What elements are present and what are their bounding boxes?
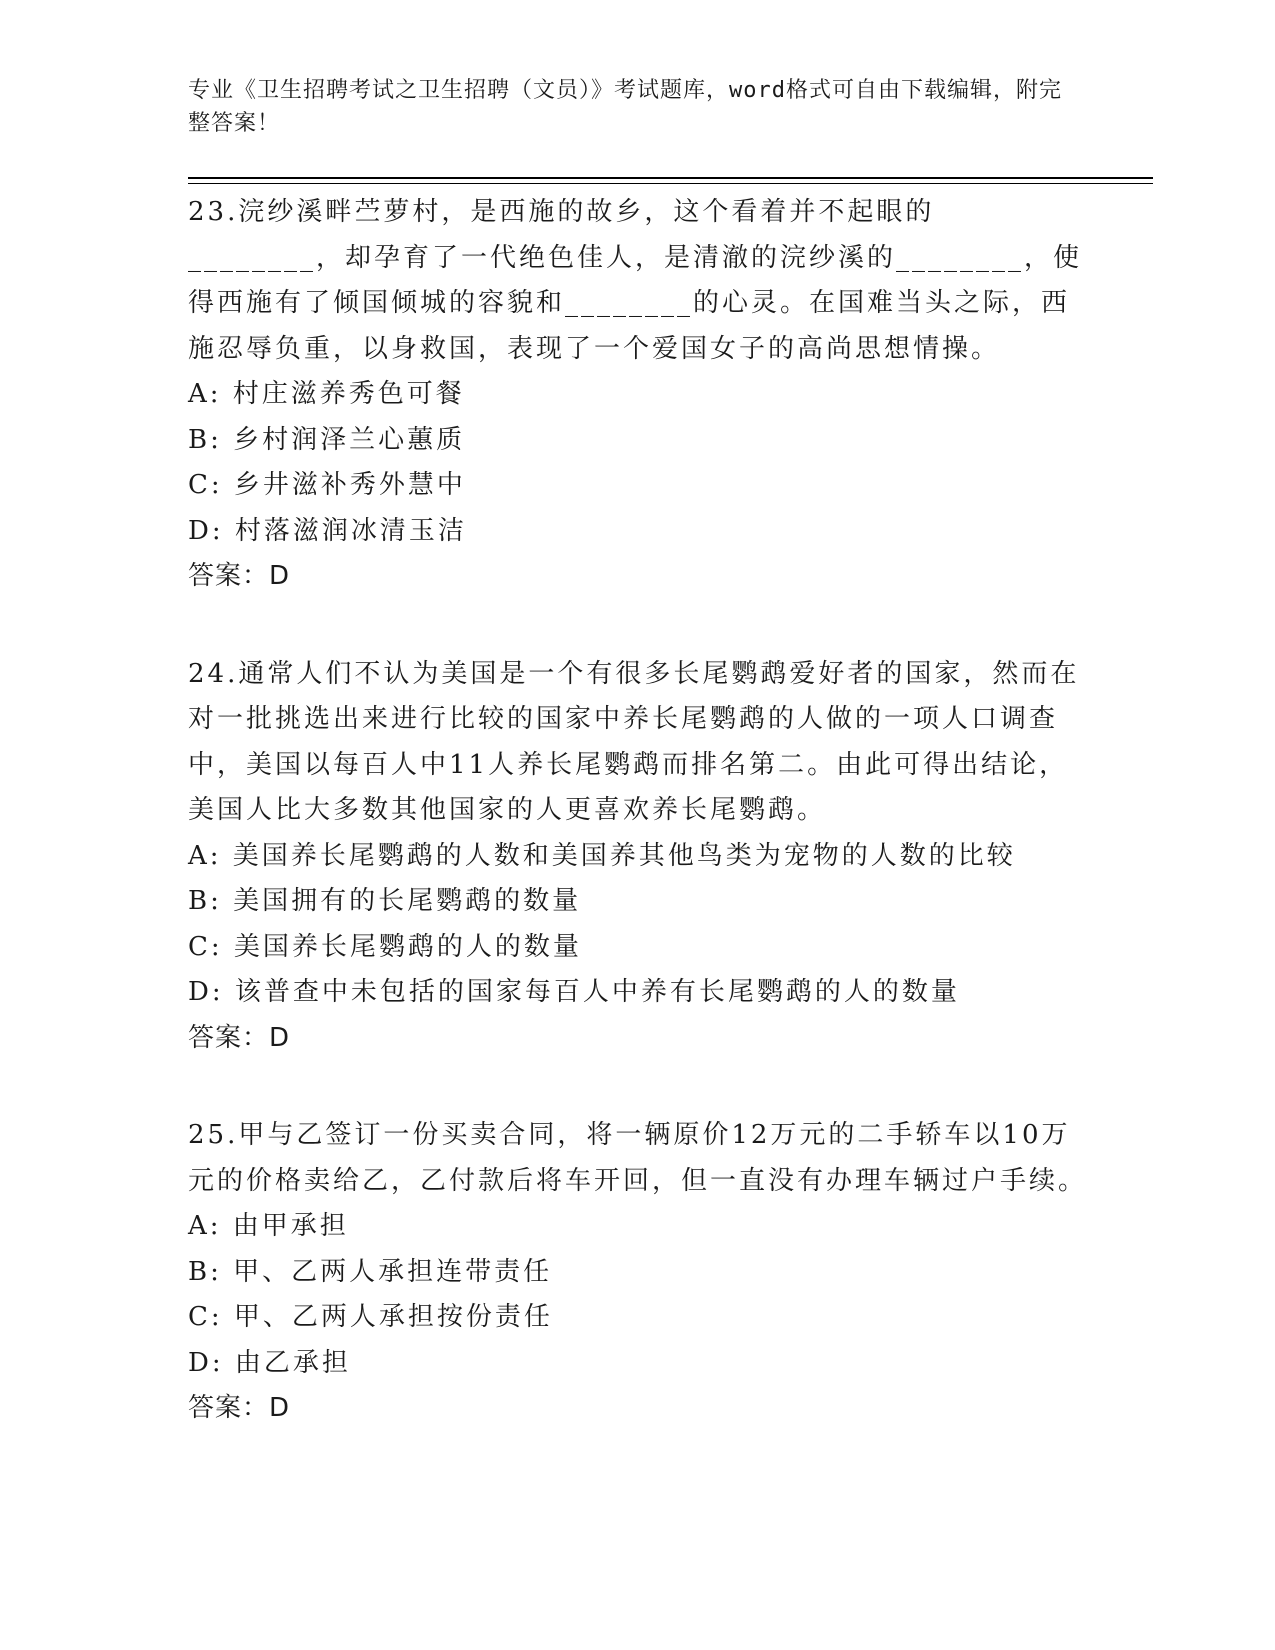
- header-divider-thin: [188, 183, 1153, 184]
- question-stem: 24.通常人们不认为美国是一个有很多长尾鹦鹉爱好者的国家，然而在对一批挑选出来进行比较的国家中养长尾鹦鹉的人做的一项人口调查中，美国以每百人中11人养长尾鹦鹉而排名第二。由此可得出结论，美国人比大多数其他国家的人更喜欢养长尾鹦鹉。: [188, 658, 1080, 825]
- option-c: C: 乡井滋补秀外慧中: [188, 470, 466, 500]
- option-list: [188, 372, 1088, 554]
- question-23: [188, 190, 1088, 600]
- option-c: C: 甲、乙两人承担按份责任: [188, 1302, 553, 1332]
- option-a: A: 由甲承担: [188, 1211, 349, 1241]
- option-b: B: 美国拥有的长尾鹦鹉的数量: [188, 886, 582, 916]
- question-list: [188, 190, 1088, 1484]
- option-d: D: 该普查中未包括的国家每百人中养有长尾鹦鹉的人的数量: [188, 977, 960, 1007]
- answer: 答案：D: [188, 1022, 291, 1053]
- option-a: A: 村庄滋养秀色可餐: [188, 379, 465, 409]
- question-stem: 25.甲与乙签订一份买卖合同，将一辆原价12万元的二手轿车以10万元的价格卖给乙，乙付款后将车开回，但一直没有办理车辆过户手续。: [188, 1120, 1088, 1196]
- answer: 答案：D: [188, 1393, 291, 1423]
- option-b: B: 甲、乙两人承担连带责任: [188, 1256, 553, 1287]
- option-list: [188, 834, 1088, 1016]
- header-divider-thick: [188, 177, 1153, 179]
- document-header: 专业《卫生招聘考试之卫生招聘（文员）》考试题库，word格式可自由下载编辑，附完整答案！: [188, 78, 1062, 136]
- question-25: [188, 1113, 1088, 1432]
- question-24: [188, 652, 1088, 1062]
- question-stem: 23.浣纱溪畔苎萝村，是西施的故乡，这个看着并不起眼的________，却孕育了一代绝色佳人，是清澈的浣纱溪的________，使得西施有了倾国倾城的容貌和________的心灵。在国难当头之际，西施忍辱负重，以身救国，表现了一个爱国女子的高尚思想情操。: [188, 197, 1083, 364]
- option-d: D: 村落滋润冰清玉洁: [188, 515, 467, 546]
- option-b: B: 乡村润泽兰心蕙质: [188, 424, 466, 455]
- option-d: D: 由乙承担: [188, 1347, 351, 1378]
- answer: 答案：D: [188, 561, 291, 591]
- option-list: [188, 1204, 1088, 1386]
- option-c: C: 美国养长尾鹦鹉的人的数量: [188, 931, 582, 962]
- option-a: A: 美国养长尾鹦鹉的人数和美国养其他鸟类为宠物的人数的比较: [188, 840, 1016, 871]
